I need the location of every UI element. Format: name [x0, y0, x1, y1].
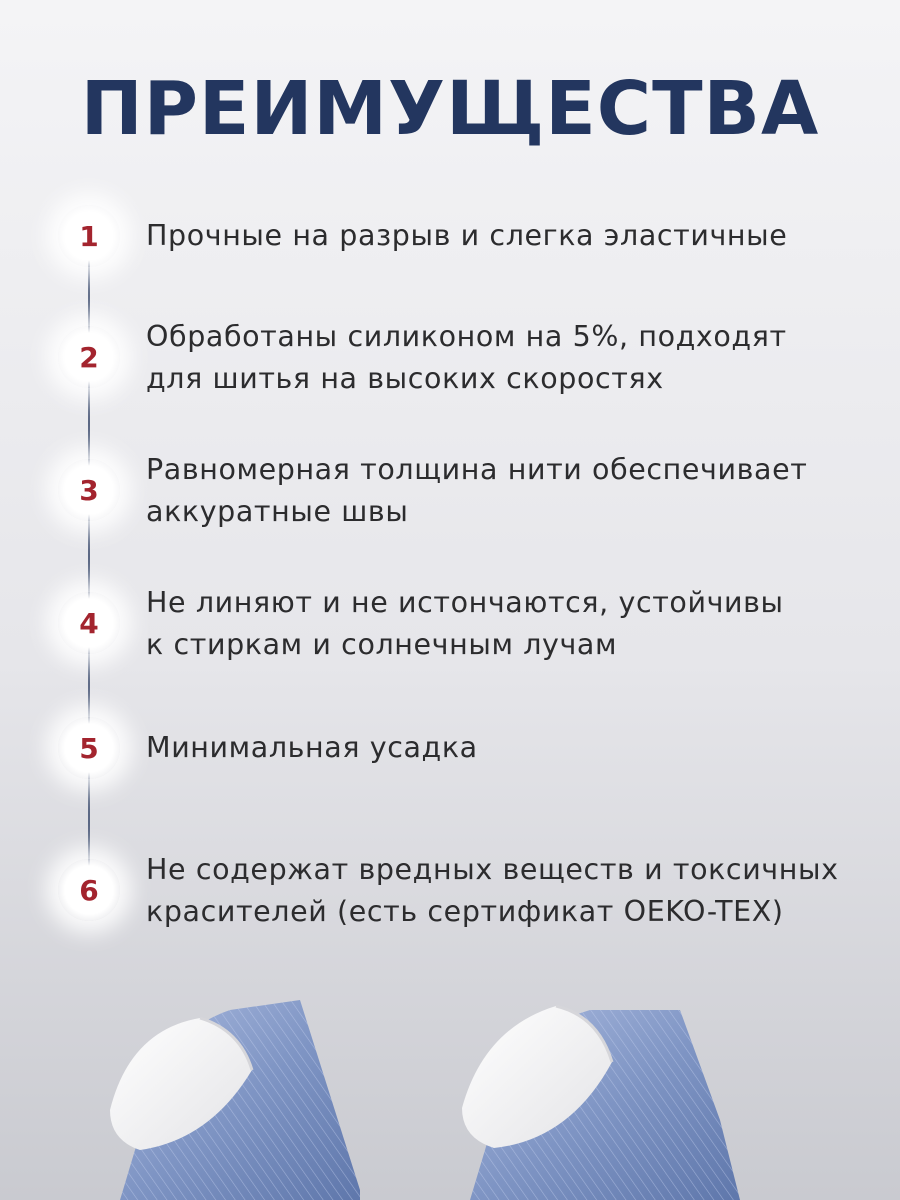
number-badge: 6 [58, 859, 120, 921]
advantage-text [146, 215, 876, 257]
advantage-text-line: Не линяют и не истончаются, устойчивы [146, 586, 784, 619]
advantage-text-line: Не содержат вредных веществ и токсичных [146, 853, 839, 886]
number-badge: 5 [58, 717, 120, 779]
page-title: ПРЕИМУЩЕСТВА [80, 66, 820, 152]
right-spool [462, 1006, 740, 1200]
advantage-text-line: Равномерная толщина нити обеспечивает [146, 453, 808, 486]
advantage-text [146, 449, 876, 533]
number-badge: 1 [58, 205, 120, 267]
advantage-text-line: Обработаны силиконом на 5%, подходят [146, 320, 787, 353]
number-badge: 3 [58, 459, 120, 521]
advantage-text-line: аккуратные швы [146, 495, 409, 528]
left-spool [110, 1000, 360, 1200]
advantage-text [146, 727, 876, 769]
advantage-text-line: Минимальная усадка [146, 731, 478, 764]
advantage-text-line: к стиркам и солнечным лучам [146, 628, 618, 661]
thread-spools-icon [0, 990, 900, 1200]
advantage-text [146, 849, 876, 933]
number-badge: 4 [58, 592, 120, 654]
advantage-text-line: Прочные на разрыв и слегка эластичные [146, 219, 788, 252]
advantage-text [146, 316, 876, 400]
advantage-text-line: красителей (есть сертификат OEKO-TEX) [146, 895, 784, 928]
number-badge: 2 [58, 326, 120, 388]
advantage-text-line: для шитья на высоких скоростях [146, 362, 664, 395]
advantage-text [146, 582, 876, 666]
